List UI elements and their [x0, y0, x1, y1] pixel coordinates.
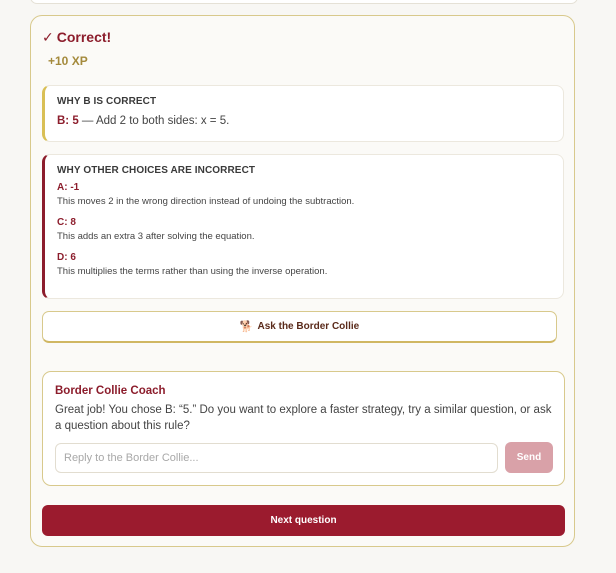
- result-card: [30, 15, 575, 547]
- dog-icon: 🐕: [239, 321, 254, 333]
- choice-c-text: This adds an extra 3 after solving the equation.: [57, 231, 255, 242]
- why-correct-title: WHY B IS CORRECT: [57, 96, 157, 107]
- correct-answer-label: B: 5: [57, 115, 79, 127]
- xp-badge: +10 XP: [48, 54, 88, 68]
- reply-input[interactable]: [55, 443, 498, 473]
- coach-message: Great job! You chose B: “5.” Do you want to explore a faster strategy, try a similar question, or ask a question about this rule?: [55, 404, 552, 432]
- next-question-button[interactable]: Next question: [42, 505, 565, 536]
- ask-border-collie-button[interactable]: [42, 311, 557, 343]
- correct-answer-text: — Add 2 to both sides: x = 5.: [78, 115, 230, 127]
- choice-a-text: This moves 2 in the wrong direction instead of undoing the subtraction.: [57, 196, 355, 207]
- why-incorrect-title: WHY OTHER CHOICES ARE INCORRECT: [57, 165, 256, 176]
- choice-a-label: A: -1: [57, 182, 80, 193]
- correct-explanation: [57, 115, 551, 127]
- result-status: [42, 29, 111, 46]
- check-icon: ✓: [42, 29, 54, 45]
- coach-title: Border Collie Coach: [55, 385, 166, 397]
- why-correct-box: [42, 85, 564, 142]
- previous-card: [30, 0, 578, 4]
- result-status-label: Correct!: [56, 29, 112, 45]
- choice-d-label: D: 6: [57, 252, 76, 263]
- choice-c-label: C: 8: [57, 217, 76, 228]
- send-button[interactable]: Send: [505, 442, 553, 473]
- coach-panel: [42, 371, 565, 486]
- choice-d-text: This multiplies the terms rather than using the inverse operation.: [57, 266, 328, 277]
- why-incorrect-box: [42, 154, 564, 299]
- ask-button-label: Ask the Border Collie: [257, 321, 360, 332]
